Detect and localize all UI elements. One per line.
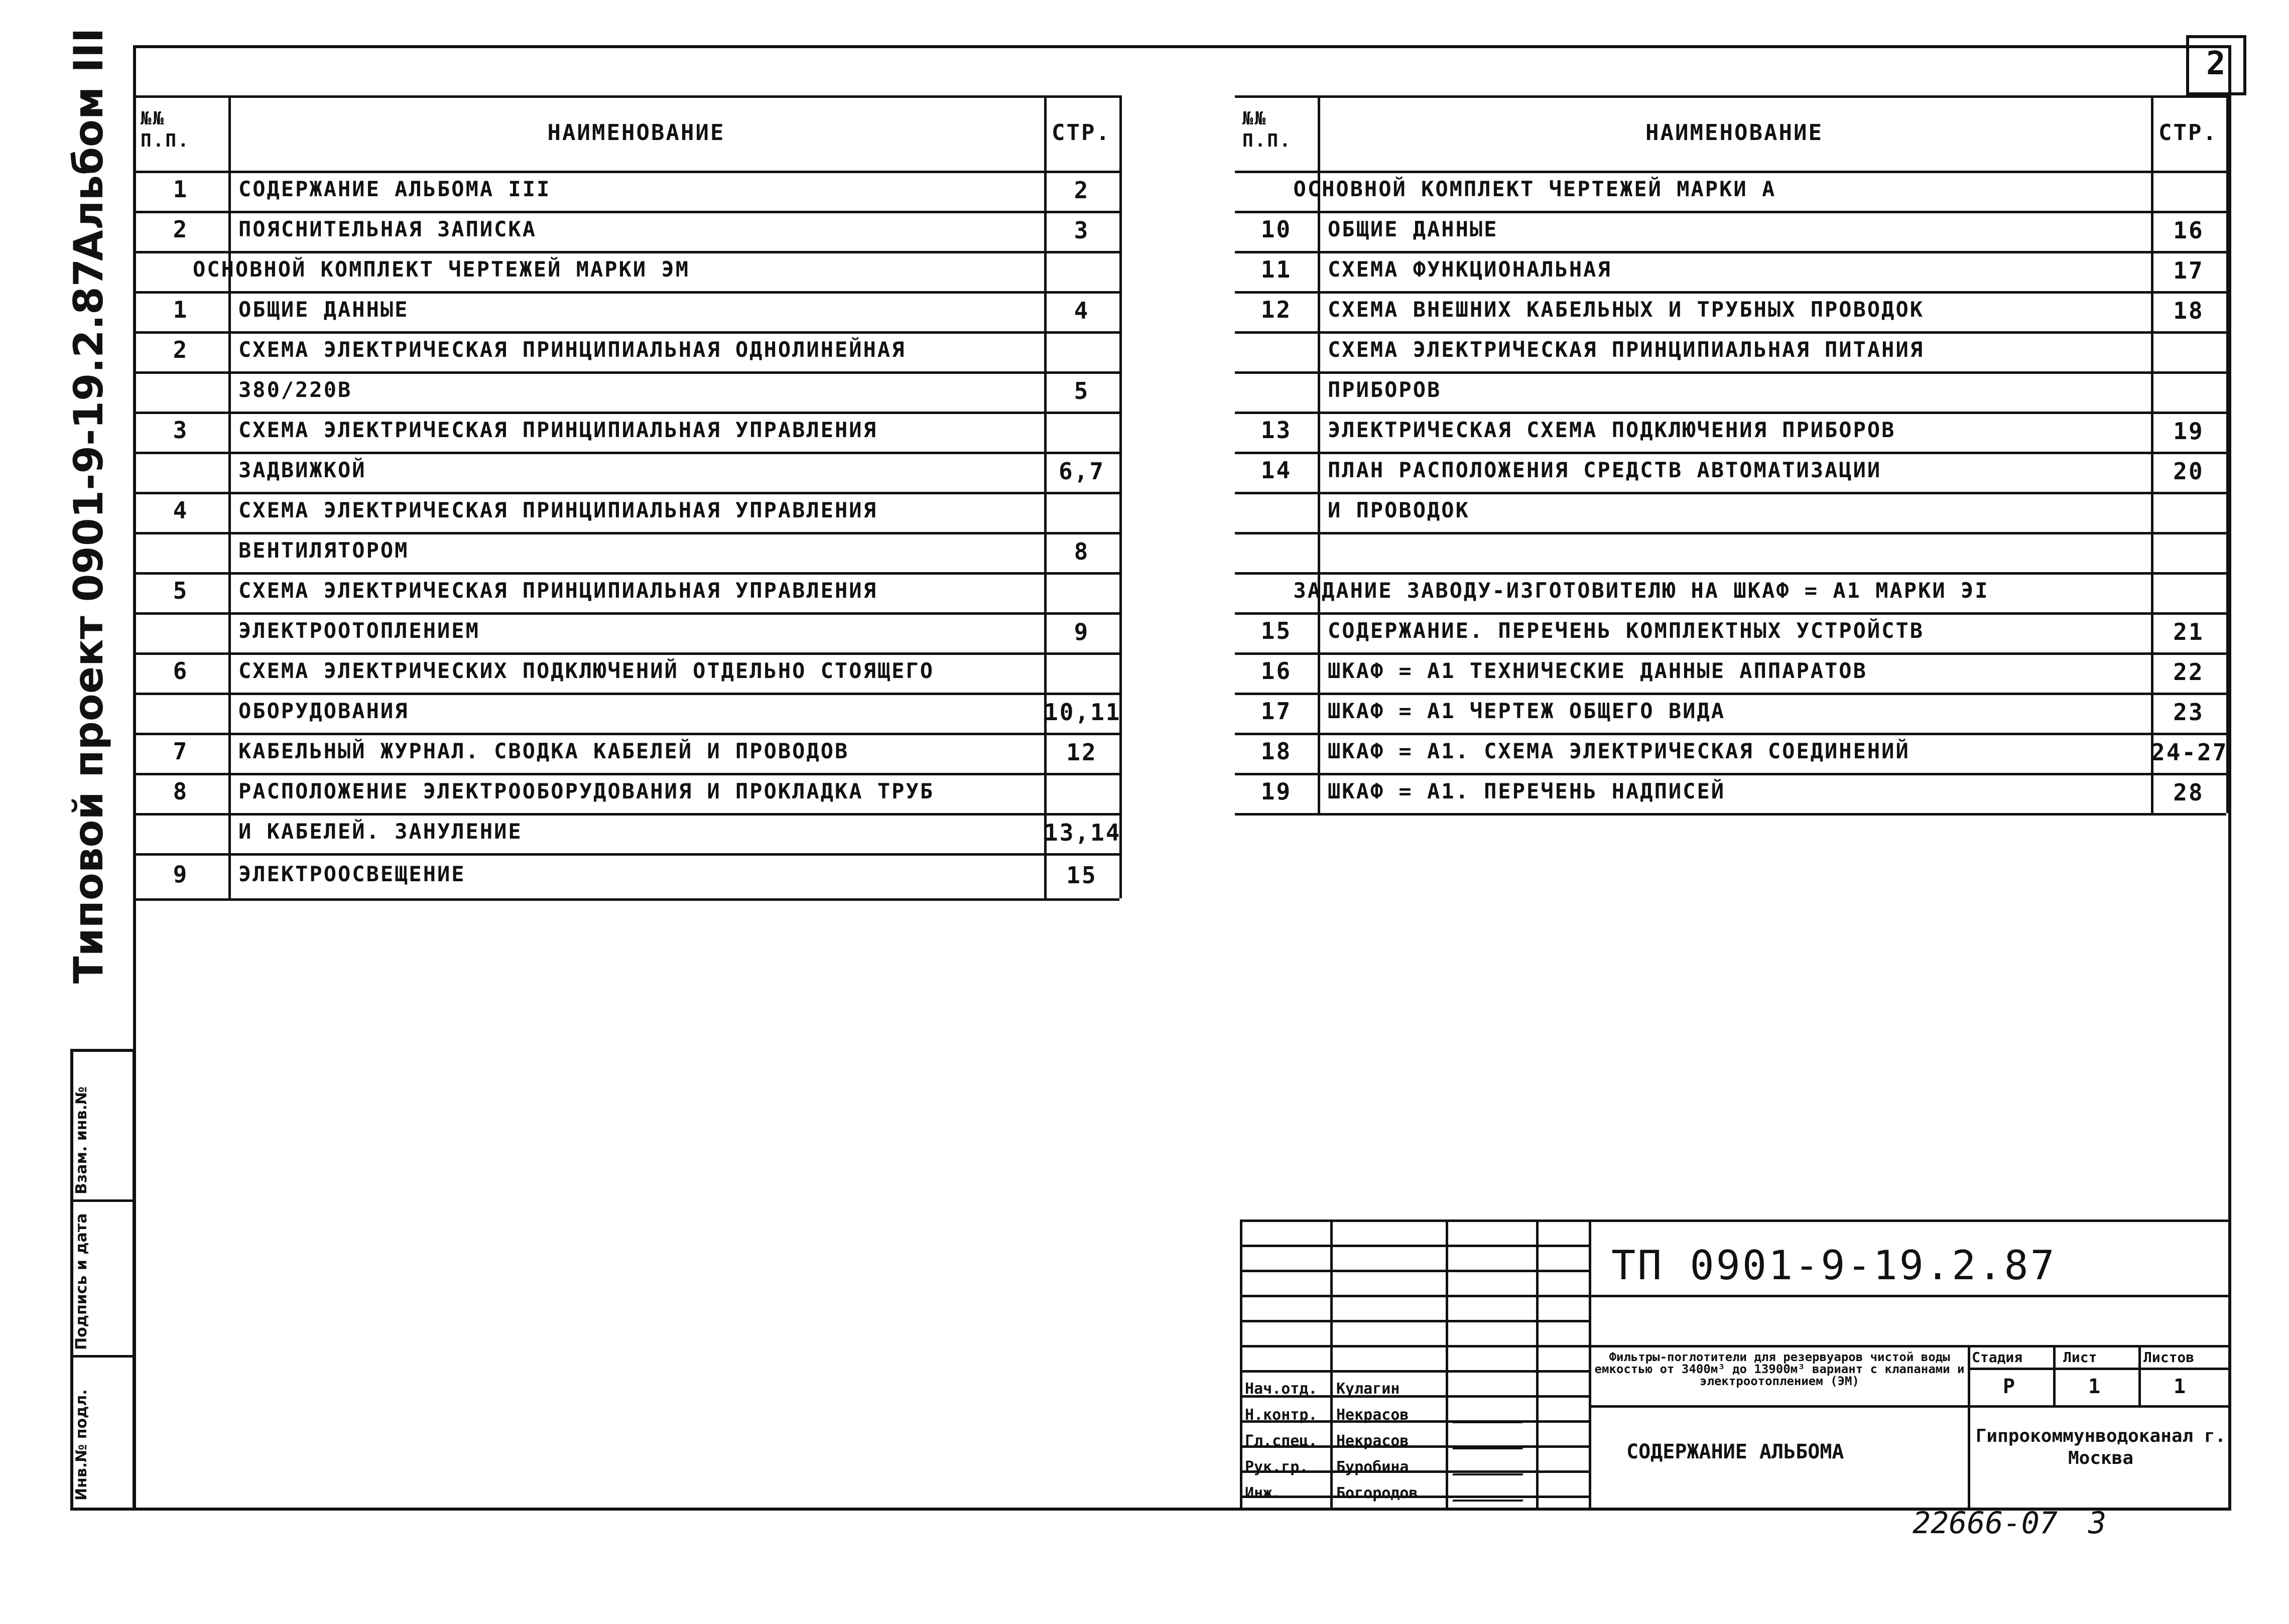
header-name: НАИМЕНОВАНИЕ — [1645, 120, 1823, 146]
signature-mark — [1452, 1460, 1530, 1475]
table-row-page: 12 — [1066, 739, 1097, 766]
staff-name: Богородов — [1336, 1484, 1418, 1502]
table-row-page: 5 — [1074, 377, 1090, 404]
staff-role: Гл.спец. — [1245, 1432, 1318, 1450]
project-label: Типовой проект 0901-9-19.2.87 — [65, 258, 112, 984]
table-row-name: ВЕНТИЛЯТОРОМ — [238, 538, 409, 563]
staff-name: Кулагин — [1336, 1380, 1400, 1398]
table-row-page: 2 — [1074, 177, 1090, 204]
table-row-num: 6 — [173, 657, 189, 685]
table-row-name: ШКАФ = А1. СХЕМА ЭЛЕКТРИЧЕСКАЯ СОЕДИНЕНИЙ — [1328, 739, 1910, 763]
table-row-name: СХЕМА ЭЛЕКТРИЧЕСКАЯ ПРИНЦИПИАЛЬНАЯ ПИТАНИЯ — [1328, 337, 1925, 362]
table-row-name: ЭЛЕКТРООСВЕЩЕНИЕ — [238, 862, 466, 886]
table-row-name: ОБЩИЕ ДАННЫЕ — [1328, 217, 1498, 241]
table-row-num: 2 — [173, 336, 189, 363]
staff-name: Некрасов — [1336, 1406, 1409, 1424]
table-row-name: ШКАФ = А1 ТЕХНИЧЕСКИЕ ДАННЫЕ АППАРАТОВ — [1328, 658, 1867, 683]
table-row-name: СХЕМА ЭЛЕКТРИЧЕСКИХ ПОДКЛЮЧЕНИЙ ОТДЕЛЬНО СТОЯЩЕГО — [238, 658, 935, 683]
table-row-page: 20 — [2173, 458, 2204, 485]
table-row-name: РАСПОЛОЖЕНИЕ ЭЛЕКТРООБОРУДОВАНИЯ И ПРОКЛАДКА ТРУБ — [238, 779, 935, 803]
table-row-name: СХЕМА ФУНКЦИОНАЛЬНАЯ — [1328, 257, 1612, 282]
contents-table-right — [1235, 95, 2229, 828]
signature-mark — [1452, 1382, 1530, 1397]
staff-role: Н.контр. — [1245, 1406, 1318, 1424]
table-row-num: 10 — [1260, 216, 1292, 243]
table-row-name: СХЕМА ЭЛЕКТРИЧЕСКАЯ ПРИНЦИПИАЛЬНАЯ УПРАВЛЕНИЯ — [238, 578, 877, 603]
table-row-num: 7 — [173, 738, 189, 765]
table-row-page: 9 — [1074, 618, 1090, 645]
staff-role: Инж. — [1245, 1484, 1282, 1502]
table-row-name: СХЕМА ВНЕШНИХ КАБЕЛЬНЫХ И ТРУБНЫХ ПРОВОДОК — [1328, 297, 1925, 322]
table-row-name: СХЕМА ЭЛЕКТРИЧЕСКАЯ ПРИНЦИПИАЛЬНАЯ ОДНОЛИНЕЙНАЯ — [238, 337, 906, 362]
table-row-num: 1 — [173, 176, 189, 203]
table-row-page: 10,11 — [1044, 699, 1121, 726]
stamp-cell-inv: Инв.№ подл. — [73, 1389, 90, 1501]
object-title: Фильтры-поглотители для резервуаров чистой воды емкостью от 3400м³ до 13900м³ вариант с клапанами и электроотоплением (ЭМ) — [1594, 1350, 1965, 1388]
signature-mark — [1452, 1434, 1530, 1449]
table-row-name: ЗАДАНИЕ ЗАВОДУ-ИЗГОТОВИТЕЛЮ НА ШКАФ = А1 МАРКИ ЭI — [1293, 578, 1989, 603]
table-row-name: ШКАФ = А1 ЧЕРТЕЖ ОБЩЕГО ВИДА — [1328, 699, 1726, 723]
archive-number: 22666-07 — [1913, 1506, 2058, 1541]
staff-name: Буробина — [1336, 1458, 1409, 1476]
table-row-num: 17 — [1260, 698, 1292, 725]
table-row-name: СОДЕРЖАНИЕ. ПЕРЕЧЕНЬ КОМПЛЕКТНЫХ УСТРОЙСТВ — [1328, 618, 1925, 643]
header-page: СТР. — [2158, 120, 2218, 146]
table-row-name: ПРИБОРОВ — [1328, 377, 1442, 402]
stage-label: Стадия — [1972, 1349, 2023, 1366]
table-row-num: 11 — [1260, 256, 1292, 283]
sheets-value: 1 — [2174, 1375, 2186, 1398]
sheet-label: Лист — [2063, 1349, 2097, 1366]
sheet-value: 1 — [2088, 1375, 2101, 1398]
table-row-name: СХЕМА ЭЛЕКТРИЧЕСКАЯ ПРИНЦИПИАЛЬНАЯ УПРАВЛЕНИЯ — [238, 418, 877, 442]
table-row-page: 23 — [2173, 699, 2204, 726]
table-row-num: 14 — [1260, 457, 1292, 484]
table-row-page: 16 — [2173, 217, 2204, 244]
archive-page: 3 — [2088, 1506, 2107, 1541]
table-row-page: 6,7 — [1058, 458, 1105, 485]
table-row-page: 21 — [2173, 618, 2204, 645]
table-row-num: 5 — [173, 577, 189, 604]
table-row-name: ЗАДВИЖКОЙ — [238, 458, 366, 482]
signature-mark — [1452, 1486, 1530, 1502]
table-row-page: 17 — [2173, 257, 2204, 284]
table-row-name: ОСНОВНОЙ КОМПЛЕКТ ЧЕРТЕЖЕЙ МАРКИ А — [1293, 177, 1776, 201]
table-row-page: 3 — [1074, 217, 1090, 244]
table-row-num: 2 — [173, 216, 189, 243]
table-row-num: 8 — [173, 778, 189, 805]
table-row-page: 15 — [1066, 862, 1097, 889]
contents-table-left — [133, 95, 1122, 928]
table-row-num: 19 — [1260, 778, 1292, 805]
table-row-num: 15 — [1260, 617, 1292, 644]
table-row-name: И ПРОВОДОК — [1328, 498, 1470, 522]
table-row-page: 8 — [1074, 538, 1090, 565]
table-row-name: ОБОРУДОВАНИЯ — [238, 699, 409, 723]
table-row-num: 4 — [173, 497, 189, 524]
table-row-page: 24-27 — [2151, 739, 2228, 766]
header-name: НАИМЕНОВАНИЕ — [547, 120, 725, 146]
table-row-page: 13,14 — [1044, 819, 1121, 846]
staff-role: Рук.гр. — [1245, 1458, 1309, 1476]
title-block — [1240, 1220, 2231, 1511]
table-row-page: 19 — [2173, 418, 2204, 445]
header-page: СТР. — [1052, 120, 1111, 146]
table-row-name: ПЛАН РАСПОЛОЖЕНИЯ СРЕДСТВ АВТОМАТИЗАЦИИ — [1328, 458, 1882, 482]
signature-mark — [1452, 1408, 1530, 1423]
staff-role: Нач.отд. — [1245, 1380, 1318, 1398]
table-row-name: СХЕМА ЭЛЕКТРИЧЕСКАЯ ПРИНЦИПИАЛЬНАЯ УПРАВЛЕНИЯ — [238, 498, 877, 522]
table-row-name: 380/220В — [238, 377, 352, 402]
designation: ТП 0901-9-19.2.87 — [1611, 1242, 2057, 1289]
header-num: №№ П.П. — [1242, 108, 1292, 151]
table-row-name: ЭЛЕКТРИЧЕСКАЯ СХЕМА ПОДКЛЮЧЕНИЯ ПРИБОРОВ — [1328, 418, 1896, 442]
table-row-num: 12 — [1260, 296, 1292, 323]
table-row-num: 18 — [1260, 738, 1292, 765]
table-row-num: 9 — [173, 861, 189, 888]
sheets-label: Листов — [2143, 1349, 2195, 1366]
sheet-title: СОДЕРЖАНИЕ АЛЬБОМА — [1626, 1440, 1844, 1463]
table-row-num: 1 — [173, 296, 189, 323]
table-row-name: ПОЯСНИТЕЛЬНАЯ ЗАПИСКА — [238, 217, 537, 241]
table-row-name: ОБЩИЕ ДАННЫЕ — [238, 297, 409, 322]
table-row-num: 16 — [1260, 657, 1292, 685]
album-label: Альбом III — [65, 28, 112, 261]
table-row-page: 28 — [2173, 779, 2204, 806]
stamp-cell-replace: Взам. инв.№ — [73, 1086, 90, 1194]
table-row-page: 22 — [2173, 658, 2204, 686]
organization: Гипрокоммунводоканал г. Москва — [1975, 1426, 2226, 1468]
table-row-name: ОСНОВНОЙ КОМПЛЕКТ ЧЕРТЕЖЕЙ МАРКИ ЭМ — [193, 257, 690, 282]
table-row-page: 18 — [2173, 297, 2204, 324]
header-num: №№ П.П. — [141, 108, 190, 151]
staff-name: Некрасов — [1336, 1432, 1409, 1450]
table-row-name: И КАБЕЛЕЙ. ЗАНУЛЕНИЕ — [238, 819, 523, 844]
table-row-num: 13 — [1260, 417, 1292, 444]
table-row-name: СОДЕРЖАНИЕ АЛЬБОМА III — [238, 177, 551, 201]
table-row-name: ШКАФ = А1. ПЕРЕЧЕНЬ НАДПИСЕЙ — [1328, 779, 1726, 803]
sheet-number: 2 — [2206, 45, 2227, 82]
table-row-name: ЭЛЕКТРООТОПЛЕНИЕМ — [238, 618, 480, 643]
table-row-name: КАБЕЛЬНЫЙ ЖУРНАЛ. СВОДКА КАБЕЛЕЙ И ПРОВОДОВ — [238, 739, 849, 763]
stamp-cell-sign: Подпись и дата — [73, 1213, 90, 1350]
table-row-page: 4 — [1074, 297, 1090, 324]
stage-value: Р — [2003, 1375, 2015, 1398]
table-row-num: 3 — [173, 417, 189, 444]
